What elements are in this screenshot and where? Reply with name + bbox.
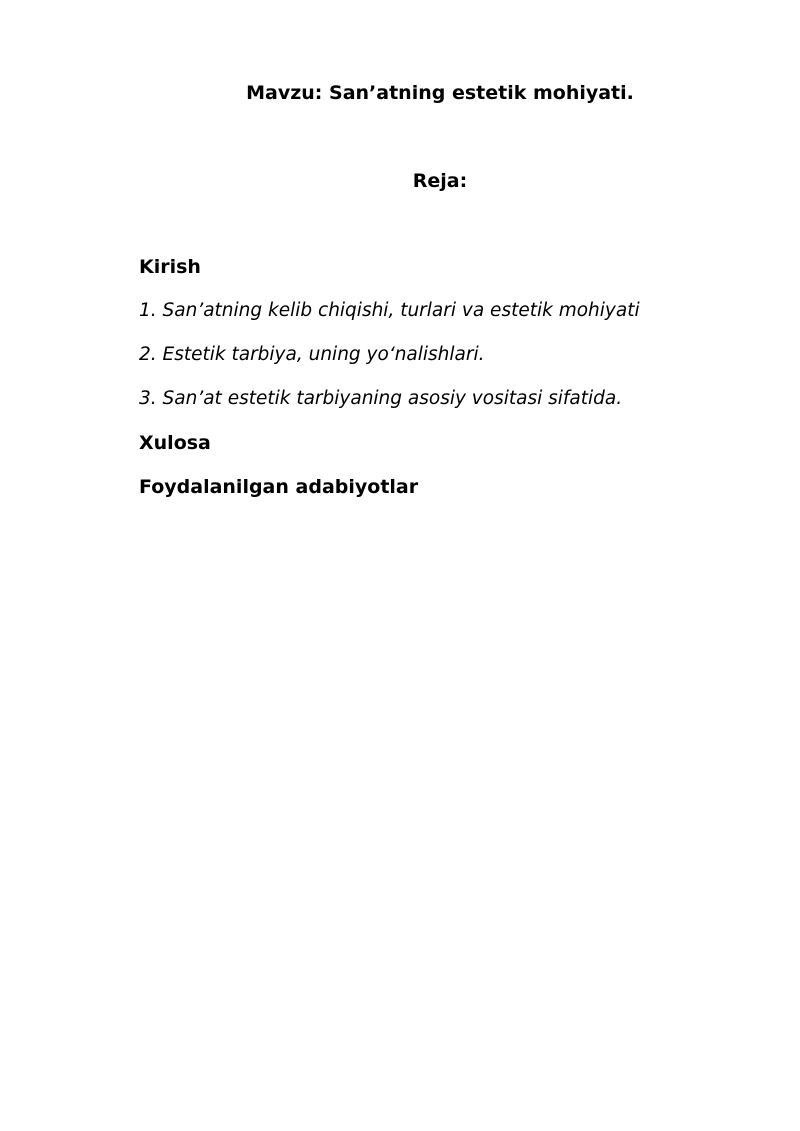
outline-item-point-3: 3. San’at estetik tarbiyaning asosiy vositasi sifatida.	[139, 388, 623, 409]
outline-item-point-2: 2. Estetik tarbiya, uning yo‘nalishlari.	[139, 344, 485, 365]
document-title: Mavzu: San’atning estetik mohiyati.	[246, 82, 634, 104]
outline-item-conclusion: Xulosa	[139, 432, 211, 454]
plan-outline	[139, 252, 759, 516]
plan-heading: Reja:	[412, 170, 468, 192]
outline-item-intro: Kirish	[139, 256, 201, 278]
outline-item-point-1: 1. San’atning kelib chiqishi, turlari va estetik mohiyati	[139, 300, 640, 321]
outline-item-references: Foydalanilgan adabiyotlar	[139, 476, 419, 498]
